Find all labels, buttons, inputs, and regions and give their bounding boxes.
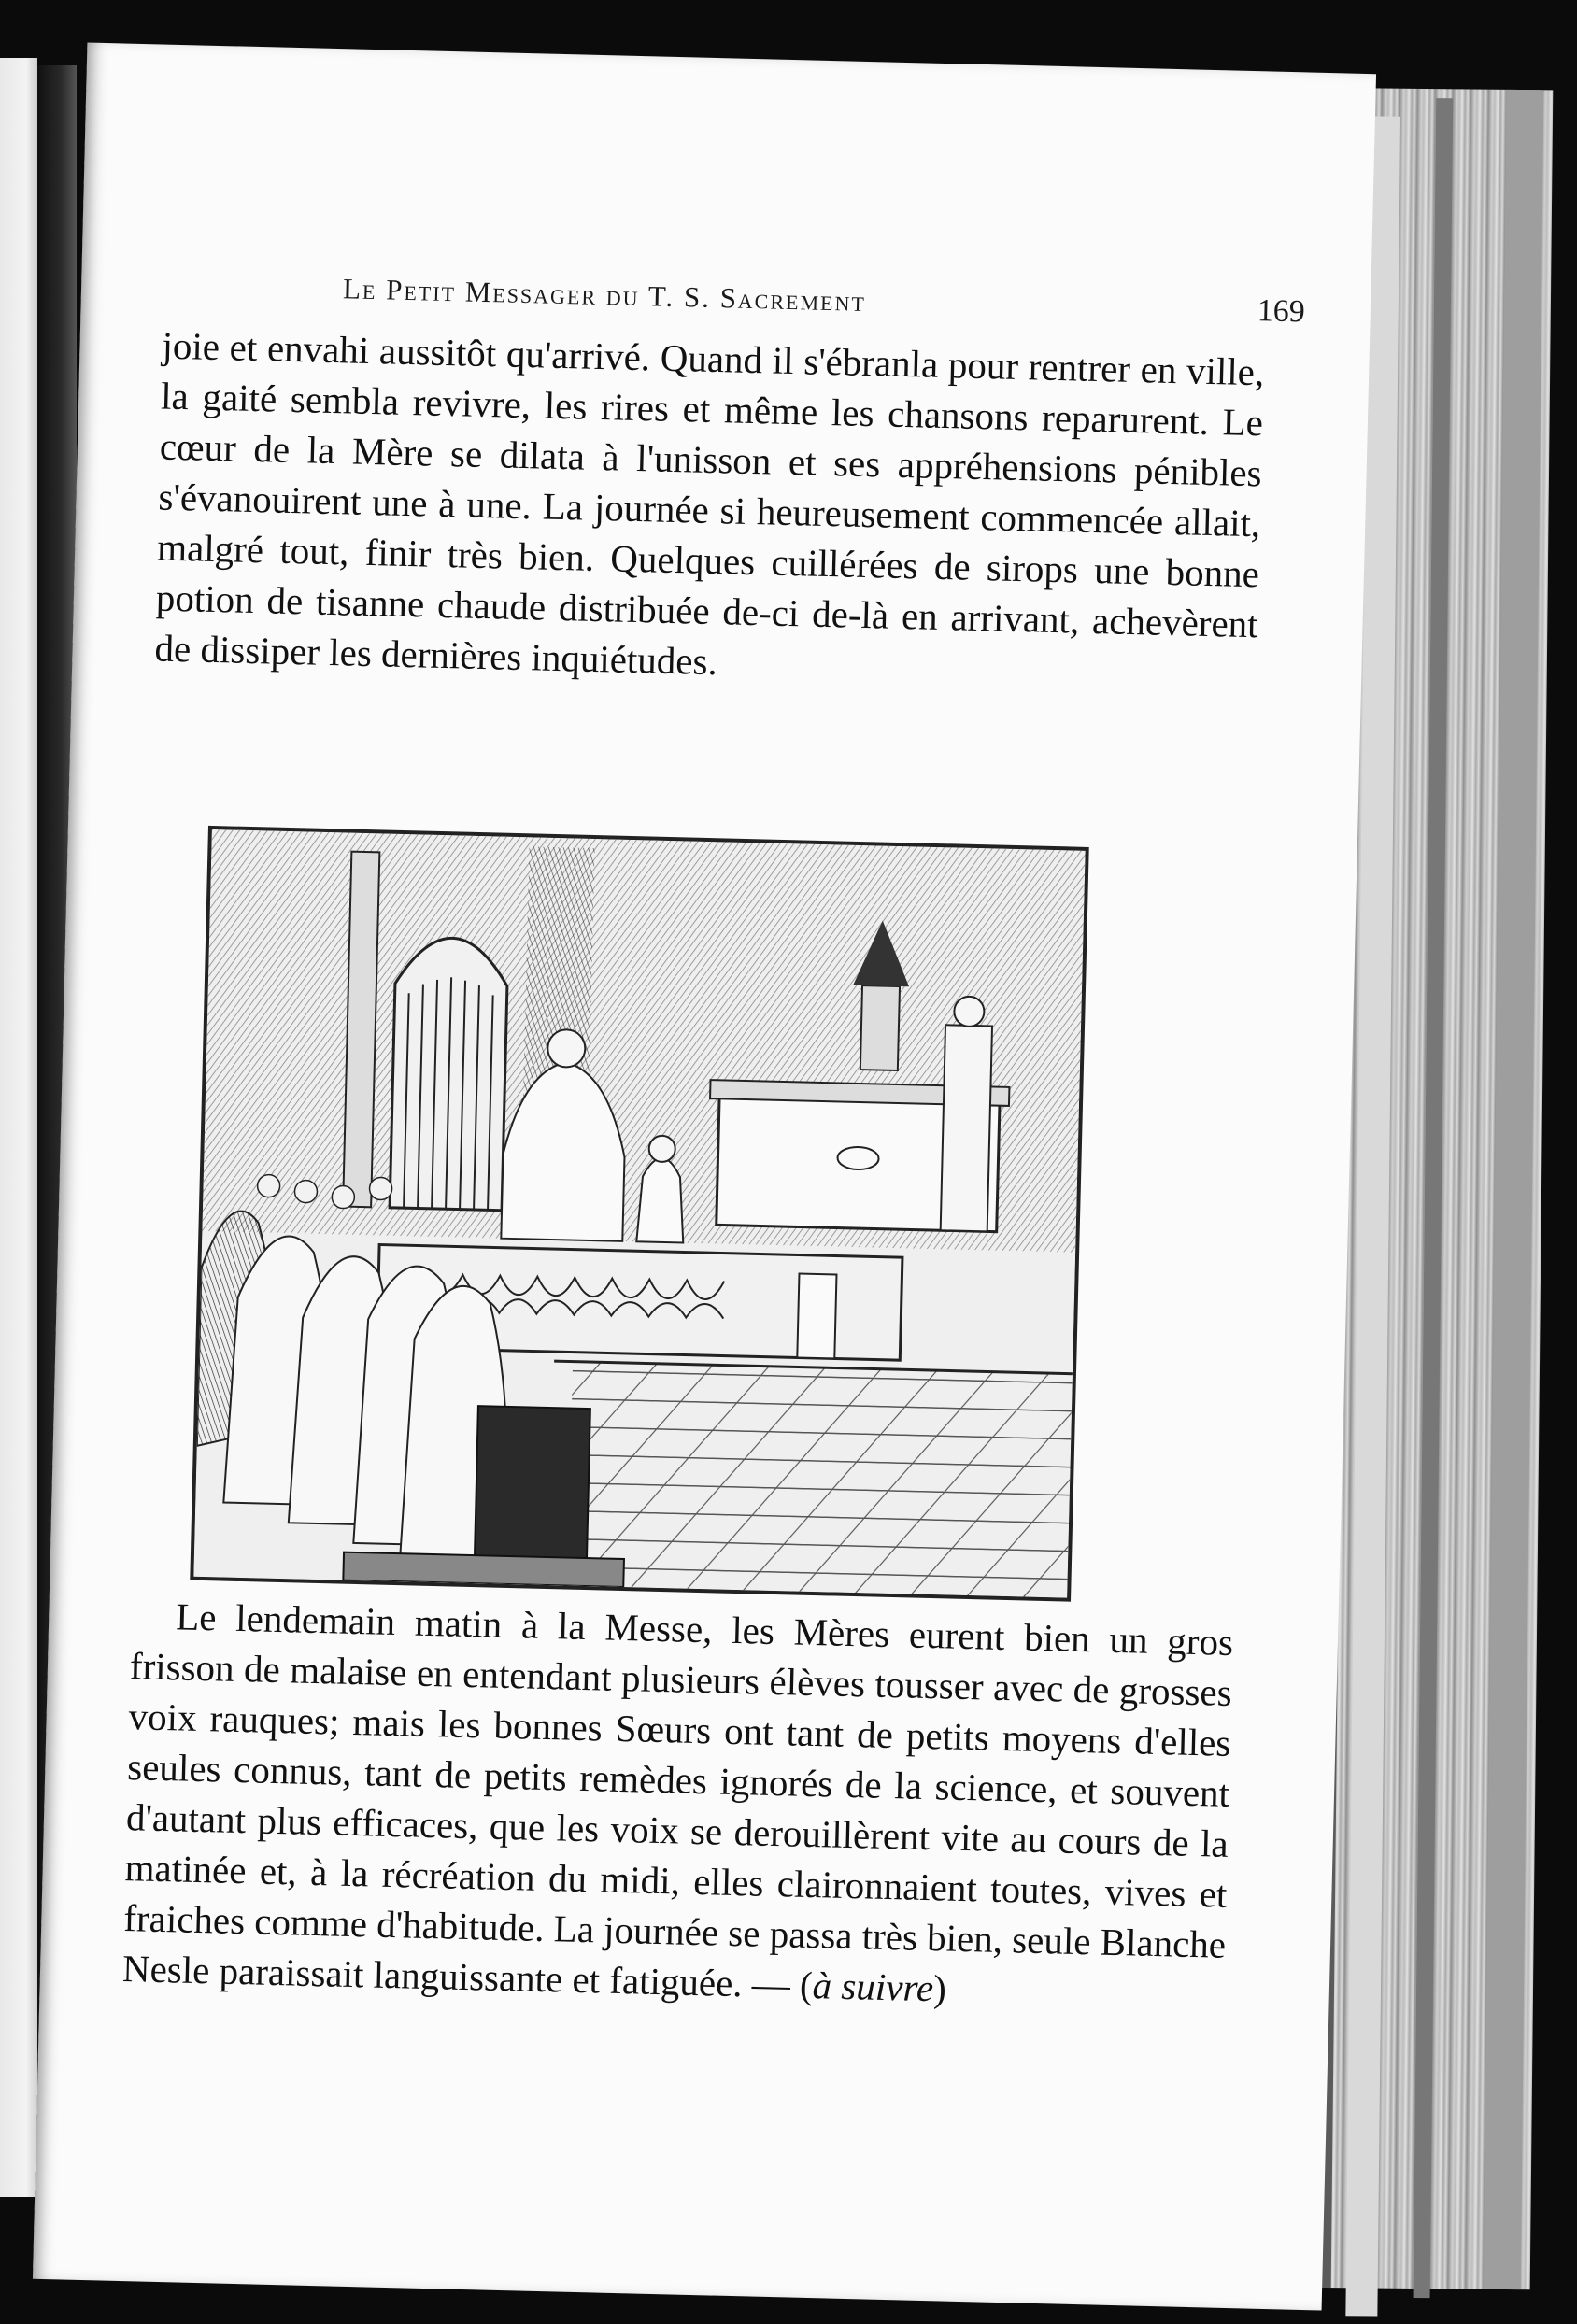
paragraph-body: Le lendemain matin à la Messe, les Mères eurent bien un gros frisson de malaise en entendant plusieurs élèves tousser avec de grosses voix rauques; mais les bonnes Sœurs ont tant de petits moyens d'elles seules connus, tant de petits remèdes ignorés de la science, et souvent d'autant plus efficaces, que les voix se derouillèrent vite au cours de la matinée et, à la récréation du midi, elles claironnaient toutes, vives et fraiches comme d'habitude. La journée se passa très bien, seule Blanche Nesle paraissait languissante et fatiguée. — ( (121, 1594, 1234, 2007)
paragraph-bottom (121, 1590, 1233, 2020)
paragraph-text-bottom (121, 1590, 1233, 2020)
book-page (33, 42, 1376, 2310)
engraving-illustration (190, 826, 1088, 1602)
paragraph-top (154, 320, 1265, 701)
paragraph-text: joie et envahi aussitôt qu'arrivé. Quand il s'ébranla pour rentrer en ville, la gaité sembla revivre, les rires et même les chansons reparurent. Le cœur de la Mère se dilata à l'unisson et ses appréhensions pénibles s'évanouirent une à une. La journée si heureusement commencée allait, malgré tout, finir très bien. Quelques cuillérées de sirops une bonne potion de tisanne chaude distribuée de-ci de-là en arrivant, achevèrent de dissiper les dernières inquiétudes. (154, 323, 1265, 684)
page-number: 169 (1257, 293, 1306, 330)
previous-page-edge (0, 58, 37, 2197)
continued-close: ) (932, 1966, 947, 2010)
running-title: Le Petit Messager du T. S. Sacrement (342, 272, 867, 318)
continued-note: à suivre (812, 1963, 934, 2010)
